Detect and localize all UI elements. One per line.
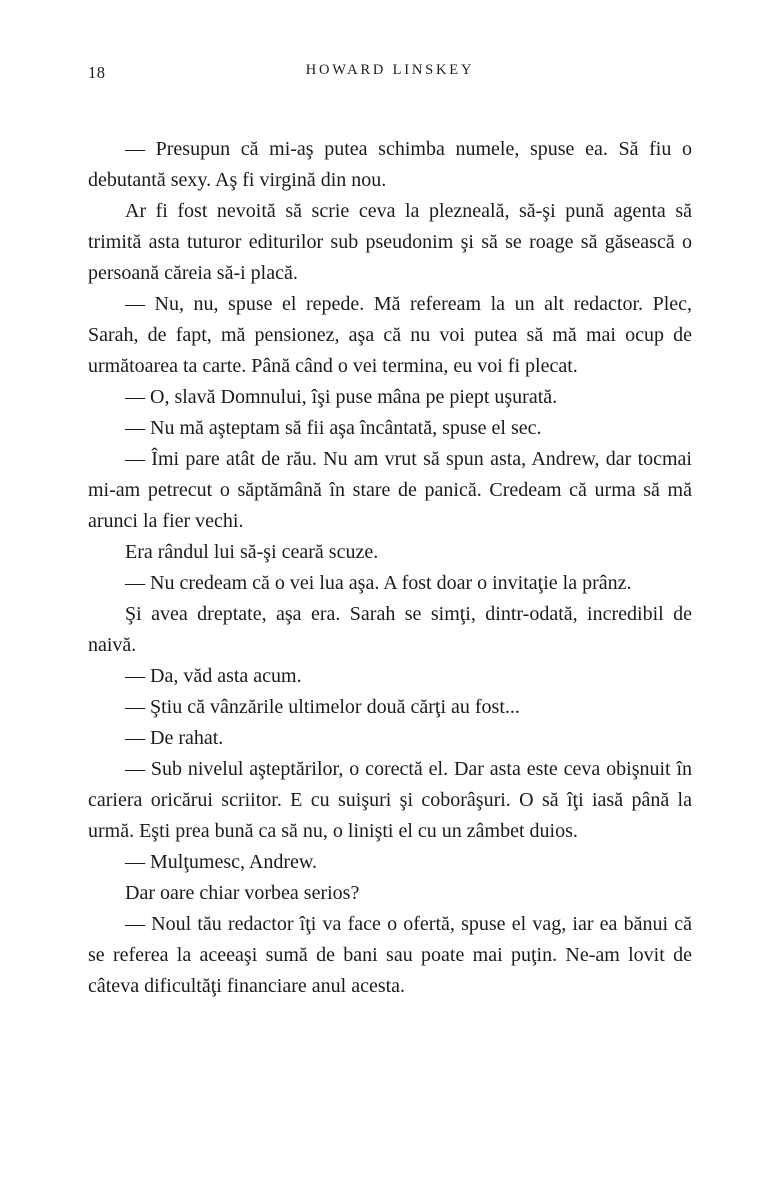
running-header-author: HOWARD LINSKEY [305,62,475,78]
paragraph: — Nu, nu, spuse el repede. Mă refeream la un alt redactor. Plec, Sarah, de fapt, mă pensionez, aşa că nu voi putea să mă mai ocup de următoarea ta carte. Până când o vei termina, eu voi fi plecat. [88,293,692,377]
paragraph: — Sub nivelul aşteptărilor, o corectă el. Dar asta este ceva obişnuit în cariera oricărui scriitor. E cu suişuri şi coborâşuri. O să îţi iasă până la urmă. Eşti prea bună ca să nu, o linişti el cu un zâmbet duios. [88,758,692,842]
paragraph: — Noul tău redactor îţi va face o ofertă, spuse el vag, iar ea bănui că se referea la aceeaşi sumă de bani sau poate mai puţin. Ne-am lovit de câteva dificultăţi financiare anul acesta. [88,913,692,997]
paragraph: — Nu mă aşteptam să fii aşa încântată, spuse el sec. [125,417,542,439]
paragraph: — Îmi pare atât de rău. Nu am vrut să spun asta, Andrew, dar tocmai mi-am petrecut o săptămână în stare de panică. Credeam că urma să mă arunci la fier vechi. [88,448,692,532]
paragraph: — Presupun că mi-aş putea schimba numele, spuse ea. Să fiu o debutantă sexy. Aş fi virgină din nou. [88,138,692,191]
paragraph: — Da, văd asta acum. [125,665,302,687]
paragraph: Ar fi fost nevoită să scrie ceva la plezneală, să-şi pună agenta să trimită asta tuturor editurilor sub pseudonim şi să se roage să găsească o persoană căreia să-i placă. [88,200,692,284]
paragraph: Şi avea dreptate, aşa era. Sarah se simţi, dintr-odată, incredibil de naivă. [88,603,692,656]
paragraph: — O, slavă Domnului, îşi puse mâna pe piept uşurată. [125,386,558,408]
paragraph: — De rahat. [125,727,224,749]
paragraph: — Ştiu că vânzările ultimelor două cărţi au fost... [125,696,520,718]
page-header [88,62,692,84]
paragraph: Era rândul lui să-şi ceară scuze. [125,541,379,563]
page-number: 18 [88,63,106,82]
paragraph: — Nu credeam că o vei lua aşa. A fost doar o invitaţie la prânz. [125,572,632,594]
paragraph: — Mulţumesc, Andrew. [125,851,318,873]
body-text [88,134,692,1002]
paragraph: Dar oare chiar vorbea serios? [125,882,360,904]
